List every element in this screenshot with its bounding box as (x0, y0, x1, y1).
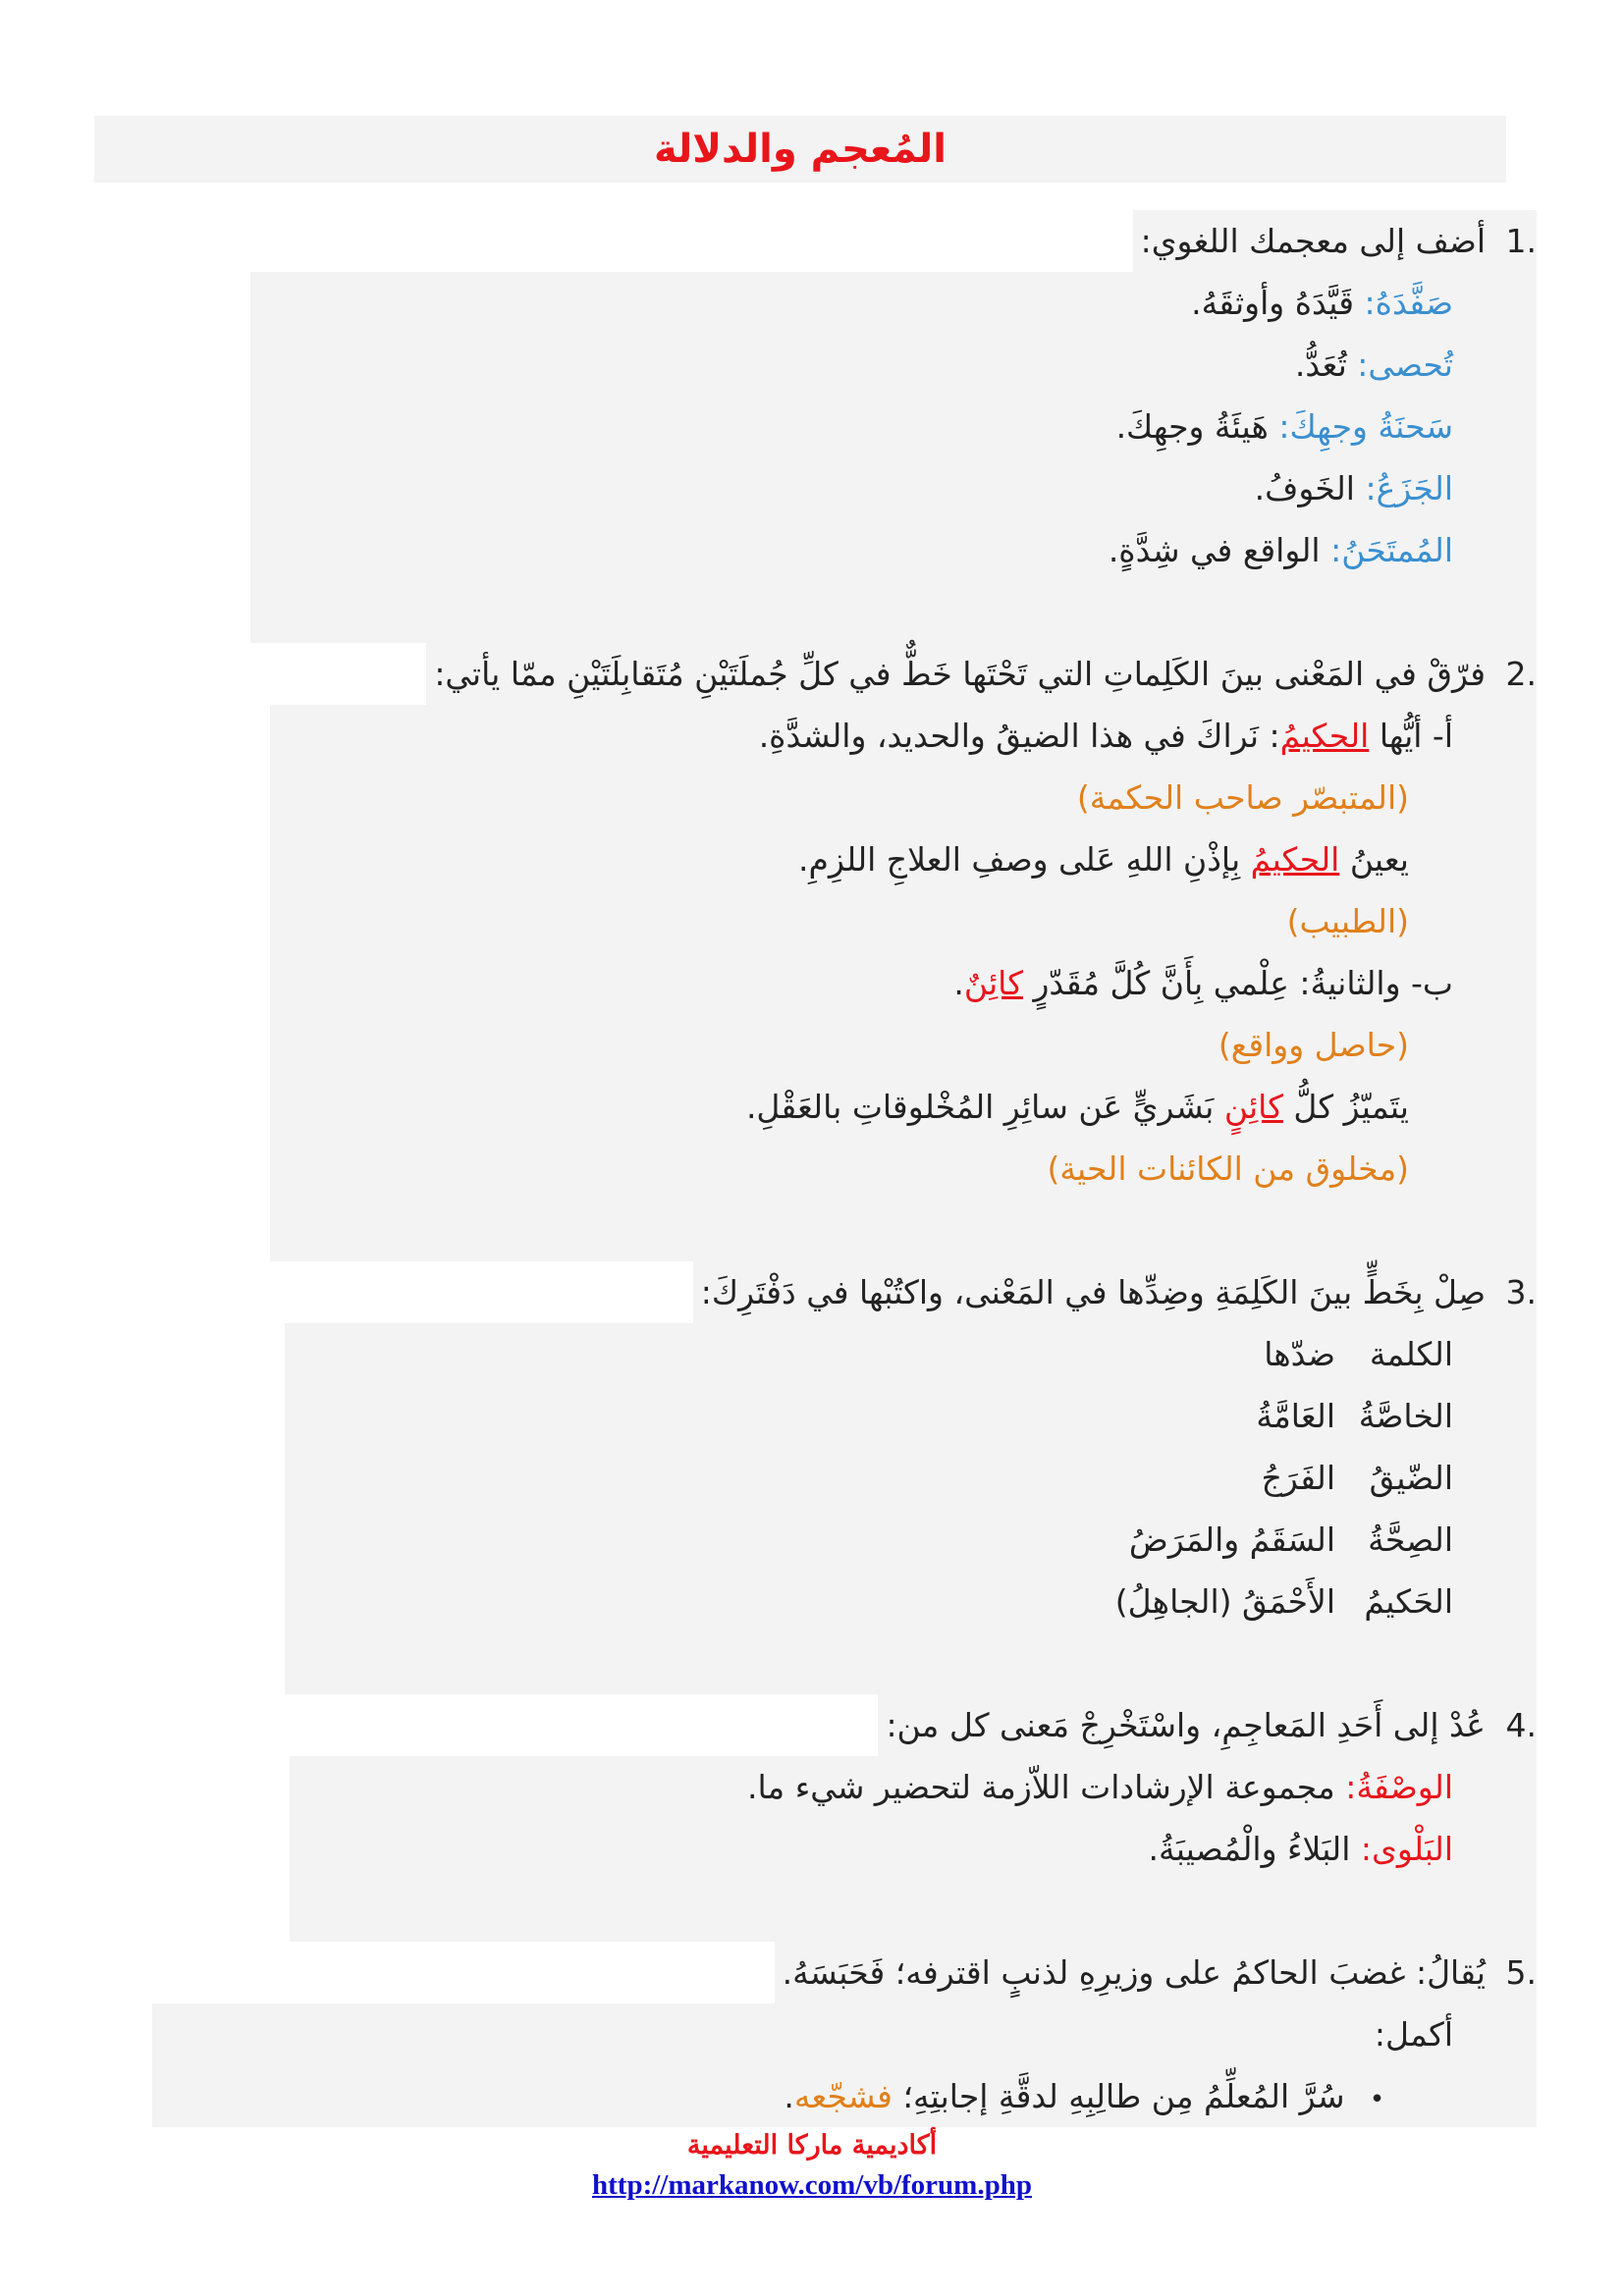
sentence-label: أ- أيُّها (1379, 717, 1453, 755)
sentence-text: ب- والثانيةُ: عِلْمي بِأَنَّ كُلَّ مُقَدّرٍ (1033, 964, 1453, 1002)
word: الضّيقُ (1369, 1459, 1453, 1497)
question-2 (152, 643, 1537, 1261)
sentence-b2 (270, 1076, 1537, 1138)
vocab-definition: هَيئَةُ وجهِكَ. (1115, 407, 1269, 446)
vocab-definition: الخَوفُ. (1254, 469, 1355, 507)
question-1 (152, 210, 1537, 643)
question-text: يُقالُ: غضبَ الحاكمُ على وزيرِهِ لذنبٍ اقترفه؛ فَحَبَسَهُ. (775, 1942, 1486, 2003)
question-5 (152, 1942, 1537, 2127)
column-header-opposite: ضدّها (1264, 1335, 1335, 1373)
dictionary-definition: البَلاءُ والْمُصيبَةُ. (1148, 1830, 1351, 1868)
question-text: فرّقْ في المَعْنى بينَ الكَلِماتِ التي تَحْتَها خَطٌّ في كلِّ جُملَتَيْنِ مُتَقابِلَتَيْنِ ممّا يأتي: (426, 643, 1486, 705)
answer: (حاصل وواقع) (1218, 1026, 1409, 1064)
footer-link[interactable]: http://markanow.com/vb/forum.php (592, 2169, 1032, 2201)
vocab-definition: الواقع في شِدَّةٍ. (1108, 531, 1321, 569)
vocab-definition: قَيَّدَهُ وأوثقَهُ. (1191, 284, 1355, 322)
sentence-text: بَشَريٍّ عَن سائِرِ المُخْلوقاتِ بالعَقْلِ. (745, 1088, 1215, 1126)
vocab-item (250, 334, 1537, 396)
question-text: عُدْ إلى أَحَدِ المَعاجِمِ، واسْتَخْرِجْ مَعنى كل من: (878, 1694, 1486, 1756)
vocab-term: الجَزَعُ: (1365, 469, 1453, 507)
word: الخاصَّةُ (1358, 1397, 1453, 1435)
question-3-heading (152, 1261, 1537, 1323)
answer: (المتبصّر صاحب الحكمة) (1076, 778, 1409, 817)
answer: (الطبيب) (1286, 902, 1409, 940)
question-number: .3 (1486, 1261, 1537, 1323)
sentence-a2 (270, 828, 1537, 890)
answer: (مخلوق من الكائنات الحية) (1047, 1149, 1409, 1188)
word-row (285, 1571, 1537, 1632)
question-number: .2 (1486, 643, 1537, 705)
sentence-b1 (270, 952, 1537, 1014)
dictionary-item (290, 1818, 1537, 1880)
vocab-term: المُمتَحَنُ: (1330, 531, 1453, 569)
question-4-heading (152, 1694, 1537, 1756)
question-3 (152, 1261, 1537, 1694)
underlined-word: الحكيمُ (1250, 840, 1340, 879)
column-header-word: الكلمة (1369, 1335, 1453, 1373)
word-row (285, 1447, 1537, 1509)
sentence-text: بِإذْنِ اللهِ عَلى وصفِ العلاجِ اللزِمِ. (798, 840, 1241, 879)
title-bar (94, 116, 1506, 183)
sentence-a1 (270, 705, 1537, 767)
sentence-end: . (953, 964, 964, 1002)
footer (0, 2126, 1624, 2205)
vocab-term: تُحصى: (1357, 346, 1453, 384)
footer-academy-name: أكاديمية ماركا التعليمية (686, 2130, 938, 2161)
word-row (285, 1385, 1537, 1447)
underlined-word: كائِنٍ (1223, 1088, 1283, 1126)
question-number: .4 (1486, 1694, 1537, 1756)
page-title: المُعجم والدلالة (653, 127, 947, 172)
vocab-item (250, 272, 1537, 334)
opposite: السَقَمُ والمَرَضُ (1128, 1521, 1335, 1559)
bullet-text: سُرَّ المُعلِّمُ مِن طالِبِهِ لدقَّةِ إجابتِهِ؛ (902, 2077, 1345, 2115)
vocab-item (250, 396, 1537, 457)
dictionary-definition: مجموعة الإرشادات اللاّزمة لتحضير شيء ما. (746, 1768, 1335, 1806)
vocab-definition: تُعَدُّ. (1294, 346, 1347, 384)
question-2-heading (152, 643, 1537, 705)
opposite: الأَحْمَقُ (الجاهِلُ) (1114, 1582, 1335, 1621)
vocab-term: سَحنَةُ وجهِكَ: (1278, 407, 1453, 446)
question-text: أضف إلى معجمك اللغوي: (1133, 210, 1486, 272)
sentence-text: يتَميّزُ كلُّ (1293, 1088, 1409, 1126)
complete-label: أكمل: (1374, 2015, 1453, 2054)
word-row (285, 1509, 1537, 1571)
question-text: صِلْ بِخَطٍّ بينَ الكَلِمَةِ وضِدِّها في المَعْنى، واكتُبْها في دَفْتَرِكَ: (693, 1261, 1486, 1323)
question-5-heading (152, 1942, 1537, 2003)
word-table-header (285, 1323, 1537, 1385)
bullet-item (152, 2065, 1537, 2127)
underlined-word: كائِنٌ (963, 964, 1023, 1002)
word: الحَكيمُ (1364, 1582, 1453, 1621)
bullet-answer: فشجّعه (793, 2077, 893, 2115)
sentence-text: : نَراكَ في هذا الضيقُ والحديد، والشدَّةِ. (758, 717, 1280, 755)
word: الصِحَّةُ (1368, 1521, 1453, 1559)
bullet-end: . (784, 2077, 794, 2115)
dictionary-item (290, 1756, 1537, 1818)
sentence-text: يعينُ (1349, 840, 1409, 879)
question-1-heading (152, 210, 1537, 272)
question-4 (152, 1694, 1537, 1942)
underlined-word: الحكيمُ (1279, 717, 1370, 755)
vocab-item (250, 457, 1537, 519)
dictionary-term: البَلْوى: (1360, 1830, 1453, 1868)
bullet-icon: • (1369, 2085, 1385, 2114)
dictionary-term: الوصْفَةُ: (1345, 1768, 1453, 1806)
vocab-item (250, 519, 1537, 581)
vocab-term: صَفَّدَهُ: (1364, 284, 1453, 322)
opposite: الفَرَجُ (1261, 1459, 1335, 1497)
opposite: العَامَّةُ (1256, 1397, 1335, 1435)
worksheet-content (152, 210, 1537, 2127)
question-number: .1 (1486, 210, 1537, 272)
question-number: .5 (1486, 1942, 1537, 2003)
